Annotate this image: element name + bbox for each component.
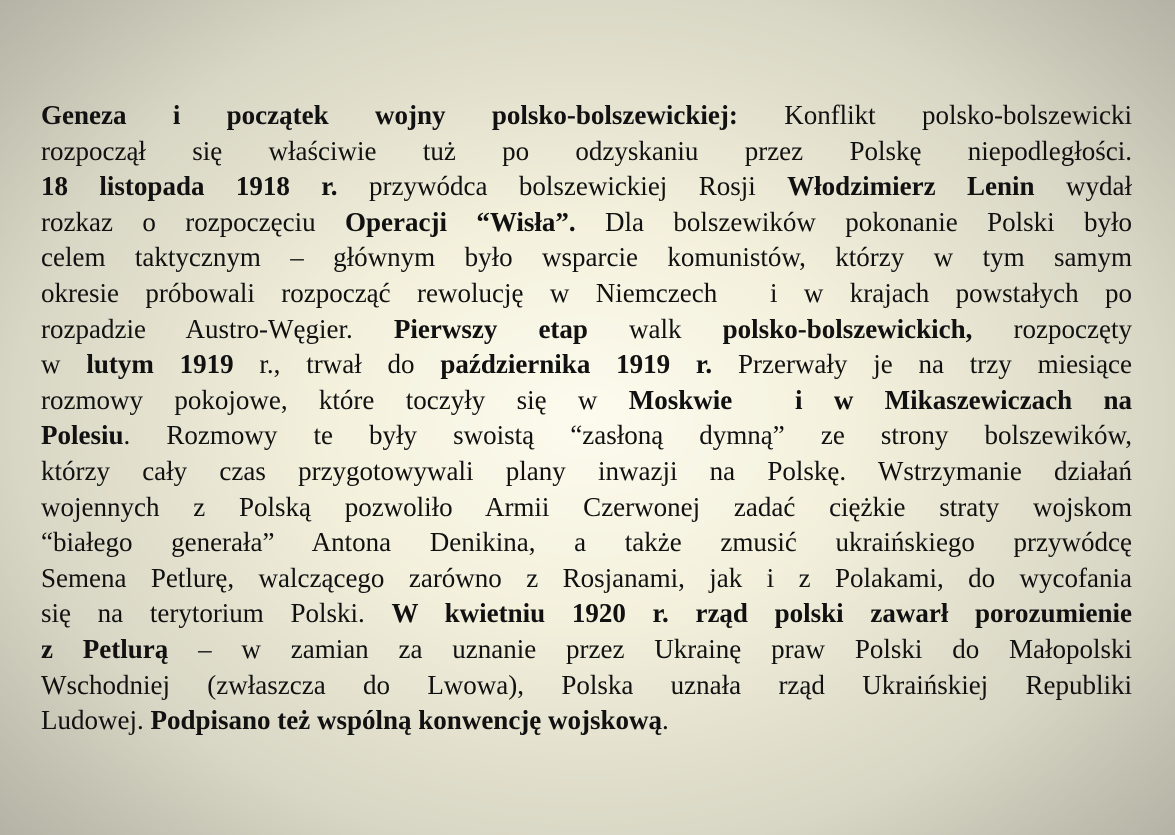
text-line — [41, 668, 1132, 704]
text-segment: wojennych z Polską pozwoliło Armii Czerwonej zadać ciężkie straty wojskom — [41, 491, 1132, 522]
text-segment: walk — [587, 313, 723, 344]
text-line — [41, 525, 1132, 561]
text-segment: rozpadzie Austro-Węgier. — [41, 313, 394, 344]
bold-text-segment: Polesiu — [41, 420, 124, 451]
text-segment: się na terytorium Polski. — [41, 598, 392, 629]
text-line — [41, 418, 1132, 454]
text-segment: rozmowy pokojowe, które toczyły się w — [41, 384, 629, 415]
text-line — [41, 312, 1132, 348]
text-segment: Konflikt polsko-bolszewicki — [737, 100, 1132, 130]
text-segment: Wschodniej (zwłaszcza do Lwowa), Polska uznała rząd Ukraińskiej Republiki — [41, 669, 1132, 700]
text-line — [41, 134, 1132, 170]
text-segment: okresie próbowali rozpocząć rewolucję w Niemczech i w krajach powstałych po — [41, 277, 1132, 308]
text-line — [41, 596, 1132, 632]
bold-text-segment: polsko-bolszewickich, — [722, 313, 973, 344]
text-segment: Przerwały je na trzy miesiące — [712, 349, 1133, 380]
bold-text-segment: października 1919 r. — [440, 349, 713, 380]
text-line — [41, 276, 1132, 312]
bold-text-segment: Moskwie i w Mikaszewiczach na — [628, 384, 1133, 415]
text-line — [41, 240, 1132, 276]
text-segment: – w zamian za uznanie przez Ukrainę praw Polski do Małopolski — [168, 633, 1133, 664]
bold-text-segment: Operacji “Wisła”. — [345, 206, 576, 237]
bold-text-segment: Pierwszy etap — [393, 313, 588, 344]
text-segment: przywódca bolszewickiej Rosji — [337, 171, 788, 202]
text-line — [41, 205, 1132, 241]
bold-text-segment: z Petlurą — [41, 633, 169, 664]
text-line — [41, 169, 1132, 205]
text-segment: Dla bolszewików pokonanie Polski było — [575, 206, 1133, 237]
bold-text-segment: Geneza i początek wojny polsko-bolszewickiej: — [41, 100, 738, 130]
text-line — [41, 454, 1132, 490]
text-line — [41, 632, 1132, 668]
text-segment: Semena Petlurę, walczącego zarówno z Rosjanami, jak i z Polakami, do wycofania — [41, 562, 1132, 593]
text-segment: rozkaz o rozpoczęciu — [41, 206, 346, 237]
text-line — [41, 703, 1132, 739]
text-line — [41, 561, 1132, 597]
text-segment: Ludowej. — [41, 705, 151, 736]
text-segment: . Rozmowy te były swoistą “zasłoną dymną” ze strony bolszewików, — [123, 420, 1132, 451]
bold-text-segment: W kwietniu 1920 r. rząd polski zawarł porozumienie — [391, 598, 1132, 629]
bold-text-segment: Włodzimierz Lenin — [787, 171, 1035, 202]
text-segment: “białego generała” Antona Denikina, a także zmusić ukraińskiego przywódcę — [41, 527, 1132, 558]
bold-text-segment: 18 listopada 1918 r. — [41, 171, 338, 202]
text-segment: celem taktycznym – głównym było wsparcie komunistów, którzy w tym samym — [41, 242, 1132, 273]
text-line — [41, 98, 1132, 134]
bold-text-segment: lutym 1919 — [86, 349, 234, 380]
text-segment: rozpoczął się właściwie tuż po odzyskaniu przez Polskę niepodległości. — [41, 135, 1132, 166]
text-segment: r., trwał do — [233, 349, 441, 380]
text-segment: . — [662, 705, 669, 736]
text-line — [41, 490, 1132, 526]
text-line — [41, 383, 1132, 419]
text-segment: którzy cały czas przygotowywali plany inwazji na Polskę. Wstrzymanie działań — [41, 455, 1132, 486]
text-segment: w — [41, 349, 87, 380]
text-segment: wydał — [1034, 171, 1132, 202]
text-segment: rozpoczęty — [972, 313, 1132, 344]
bold-text-segment: Podpisano też wspólną konwencję wojskową — [150, 705, 663, 736]
slide-body-text — [41, 98, 1132, 739]
text-line — [41, 347, 1132, 383]
